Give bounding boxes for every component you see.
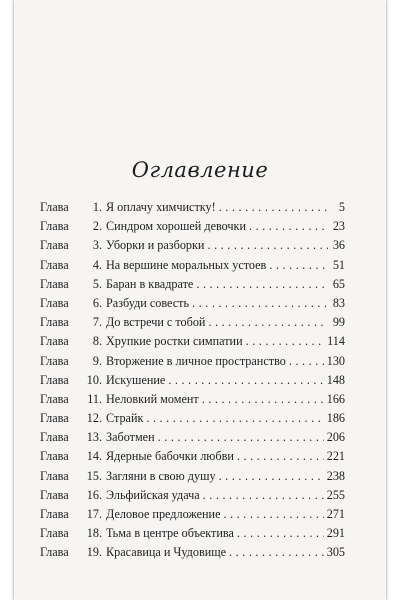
- chapter-title: Деловое предложение: [106, 507, 221, 521]
- toc-entry: [40, 488, 345, 507]
- chapter-word: Глава: [40, 526, 69, 541]
- page-number: 65: [332, 276, 345, 291]
- page-number: 238: [326, 468, 345, 483]
- chapter-number: 4.: [92, 257, 102, 272]
- chapter-title: До встречи с тобой: [106, 315, 206, 330]
- dot-leader: [237, 526, 324, 541]
- toc-entry: [40, 315, 345, 334]
- chapter-word: Глава: [40, 219, 69, 234]
- dot-leader: [223, 507, 323, 522]
- chapter-word: Глава: [40, 372, 69, 387]
- dot-leader: [203, 488, 324, 503]
- toc-entry: [40, 469, 345, 488]
- chapter-word: Глава: [40, 334, 69, 349]
- chapter-number: 17.: [86, 507, 102, 521]
- toc-entry: [40, 354, 345, 373]
- chapter-number: 9.: [92, 353, 102, 368]
- chapter-number: 14.: [86, 449, 102, 464]
- toc-entry: [40, 411, 345, 430]
- dot-leader: [246, 334, 325, 349]
- chapter-word: Глава: [40, 295, 69, 310]
- chapter-number: 2.: [92, 219, 102, 234]
- toc-entry: [40, 258, 345, 277]
- dot-leader: [158, 430, 324, 445]
- chapter-title: Разбуди совесть: [106, 295, 190, 310]
- dot-leader: [229, 545, 324, 560]
- page-number: 148: [326, 372, 345, 387]
- dot-leader: [237, 449, 324, 464]
- toc-entry: [40, 238, 345, 257]
- chapter-title: Я оплачу химчистку!: [106, 200, 216, 214]
- chapter-title: Страйк: [106, 411, 144, 426]
- chapter-title: Ядерные бабочки любви: [106, 449, 234, 464]
- toc-entry: [40, 526, 345, 545]
- toc-entry: [40, 373, 345, 392]
- chapter-number: 3.: [92, 238, 102, 253]
- page-number: 186: [326, 411, 345, 426]
- dot-leader: [269, 258, 328, 273]
- chapter-title: Тьма в центре объектива: [106, 526, 234, 541]
- chapter-title: Уборки и разборки: [106, 238, 205, 253]
- dot-leader: [192, 296, 328, 311]
- chapter-number: 15.: [86, 468, 102, 483]
- chapter-word: Глава: [40, 487, 69, 502]
- toc-entry: [40, 334, 345, 353]
- page-number: 166: [326, 391, 345, 406]
- page-number: 23: [332, 219, 345, 234]
- dot-leader: [208, 315, 328, 330]
- page-number: 5: [338, 200, 345, 214]
- chapter-word: Глава: [40, 545, 69, 560]
- chapter-word: Глава: [40, 468, 69, 483]
- chapter-word: Глава: [40, 315, 69, 330]
- page-number: 130: [326, 353, 345, 368]
- toc-title: Оглавление: [131, 158, 269, 182]
- chapter-title: Хрупкие ростки симпатии: [106, 334, 243, 349]
- toc-entry: [40, 200, 345, 219]
- chapter-number: 13.: [86, 430, 102, 445]
- chapter-title: На вершине моральных устоев: [106, 257, 267, 272]
- chapter-title: Неловкий момент: [106, 391, 199, 406]
- chapter-title: Баран в квадрате: [106, 276, 194, 291]
- page-number: 36: [332, 238, 345, 253]
- toc-entry: [40, 392, 345, 411]
- chapter-word: Глава: [40, 238, 69, 253]
- page-number: 206: [326, 430, 345, 445]
- chapter-number: 18.: [86, 526, 102, 541]
- dot-leader: [168, 373, 323, 388]
- chapter-number: 8.: [92, 334, 102, 349]
- chapter-title: Загляни в свою душу: [106, 468, 216, 483]
- dot-leader: [202, 392, 324, 407]
- chapter-number: 19.: [86, 545, 102, 560]
- chapter-number: 12.: [86, 411, 102, 426]
- chapter-title: Красавица и Чудовище: [106, 545, 227, 560]
- toc-entry: [40, 449, 345, 468]
- page-number: 255: [326, 487, 345, 502]
- chapter-word: Глава: [40, 200, 69, 214]
- page-number: 291: [326, 526, 345, 541]
- page-number: 99: [332, 315, 345, 330]
- dot-leader: [219, 200, 328, 215]
- dot-leader: [207, 238, 328, 253]
- chapter-number: 1.: [92, 200, 102, 214]
- chapter-word: Глава: [40, 449, 69, 464]
- chapter-number: 5.: [92, 276, 102, 291]
- chapter-title: Искушение: [106, 372, 166, 387]
- toc-entry: [40, 430, 345, 449]
- page-number: 271: [326, 507, 345, 521]
- chapter-title: Заботмен: [106, 430, 155, 445]
- chapter-word: Глава: [40, 391, 69, 406]
- chapter-word: Глава: [40, 353, 69, 368]
- dot-leader: [289, 354, 324, 369]
- chapter-word: Глава: [40, 430, 69, 445]
- chapter-number: 16.: [86, 487, 102, 502]
- page-number: 83: [332, 295, 345, 310]
- chapter-number: 11.: [87, 391, 102, 406]
- page-number: 221: [326, 449, 345, 464]
- toc-entry: [40, 545, 345, 564]
- chapter-title: Вторжение в личное пространство: [106, 353, 286, 368]
- chapter-number: 10.: [86, 372, 102, 387]
- toc-entry: [40, 219, 345, 238]
- chapter-number: 6.: [92, 295, 102, 310]
- dot-leader: [249, 219, 328, 234]
- chapter-word: Глава: [40, 276, 69, 291]
- chapter-number: 7.: [92, 315, 102, 330]
- chapter-word: Глава: [40, 411, 69, 426]
- toc-list: [40, 200, 345, 565]
- book-page: [14, 0, 386, 600]
- toc-entry: [40, 296, 345, 315]
- page-number: 51: [332, 257, 345, 272]
- toc-entry: [40, 507, 345, 526]
- dot-leader: [196, 277, 328, 292]
- page-number: 305: [326, 545, 345, 560]
- chapter-word: Глава: [40, 257, 69, 272]
- chapter-title: Эльфийская удача: [106, 487, 200, 502]
- chapter-word: Глава: [40, 507, 69, 521]
- toc-entry: [40, 277, 345, 296]
- page-number: 114: [327, 334, 345, 349]
- dot-leader: [219, 469, 324, 484]
- chapter-title: Синдром хорошей девочки: [106, 219, 246, 234]
- dot-leader: [146, 411, 323, 426]
